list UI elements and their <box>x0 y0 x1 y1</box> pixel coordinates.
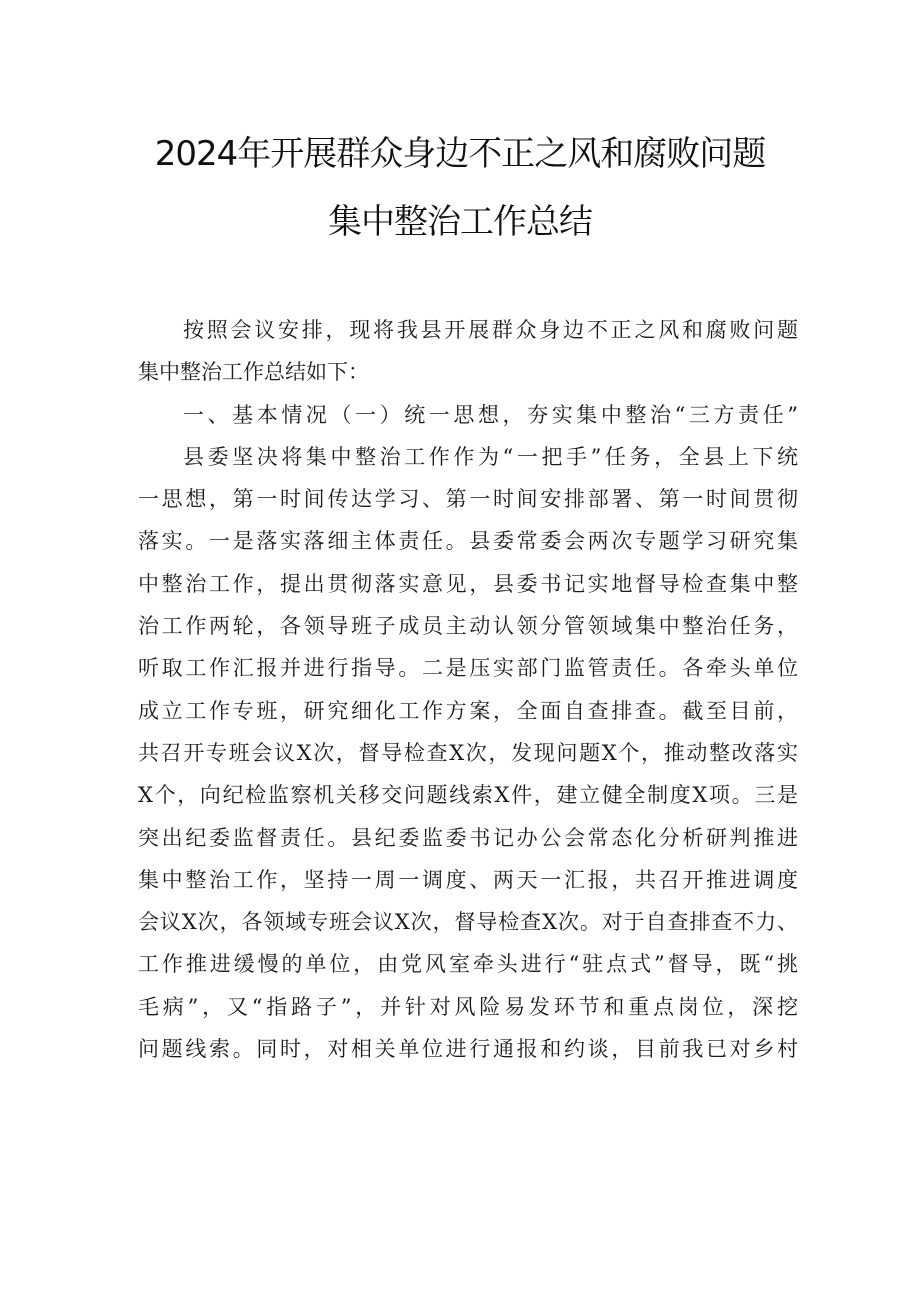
body-line-17: 毛病”，又“指路子”，并针对风险易发环节和重点岗位，深挖 <box>138 994 798 1019</box>
document-body <box>138 309 798 1070</box>
body-line-14: 集中整治工作，坚持一周一调度、两天一汇报，共召开推进调度 <box>138 867 798 892</box>
section-heading: 一、基本情况（一）统一思想，夯实集中整治“三方责任” <box>183 402 798 427</box>
body-line-1: 按照会议安排，现将我县开展群众身边不正之风和腐败问题 <box>183 318 798 342</box>
body-line-4: 县委坚决将集中整治工作作为“一把手”任务，全县上下统 <box>183 444 798 469</box>
document-title-line-1: 2024年开展群众身边不正之风和腐败问题 <box>154 134 766 174</box>
body-line-10: 成立工作专班，研究细化工作方案，全面自查排查。截至目前， <box>138 698 798 723</box>
body-line-7: 中整治工作，提出贯彻落实意见，县委书记实地督导检查集中整 <box>138 571 798 596</box>
body-line-8: 治工作两轮，各领导班子成员主动认领分管领域集中整治任务， <box>138 614 798 639</box>
body-line-11: 共召开专班会议X次，督导检查X次，发现问题X个，推动整改落实 <box>138 740 798 765</box>
body-line-15: 会议X次，各领域专班会议X次，督导检查X次。对于自查排查不力、 <box>138 910 798 935</box>
body-line-6: 落实。一是落实落细主体责任。县委常委会两次专题学习研究集 <box>138 529 798 554</box>
body-line-2: 集中整治工作总结如下： <box>138 360 369 385</box>
body-line-18: 问题线索。同时，对相关单位进行通报和约谈，目前我已对乡村 <box>138 1037 798 1062</box>
body-line-16: 工作推进缓慢的单位，由党风室牵头进行“驻点式”督导，既“挑 <box>138 952 798 977</box>
body-line-5: 一思想，第一时间传达学习、第一时间安排部署、第一时间贯彻 <box>138 487 798 512</box>
body-line-12: X个，向纪检监察机关移交问题线索X件，建立健全制度X项。三是 <box>138 783 798 808</box>
body-line-9: 听取工作汇报并进行指导。二是压实部门监管责任。各牵头单位 <box>138 656 798 681</box>
document-title-line-2: 集中整治工作总结 <box>328 202 592 242</box>
body-line-13: 突出纪委监督责任。县纪委监委书记办公会常态化分析研判推进 <box>138 825 798 850</box>
